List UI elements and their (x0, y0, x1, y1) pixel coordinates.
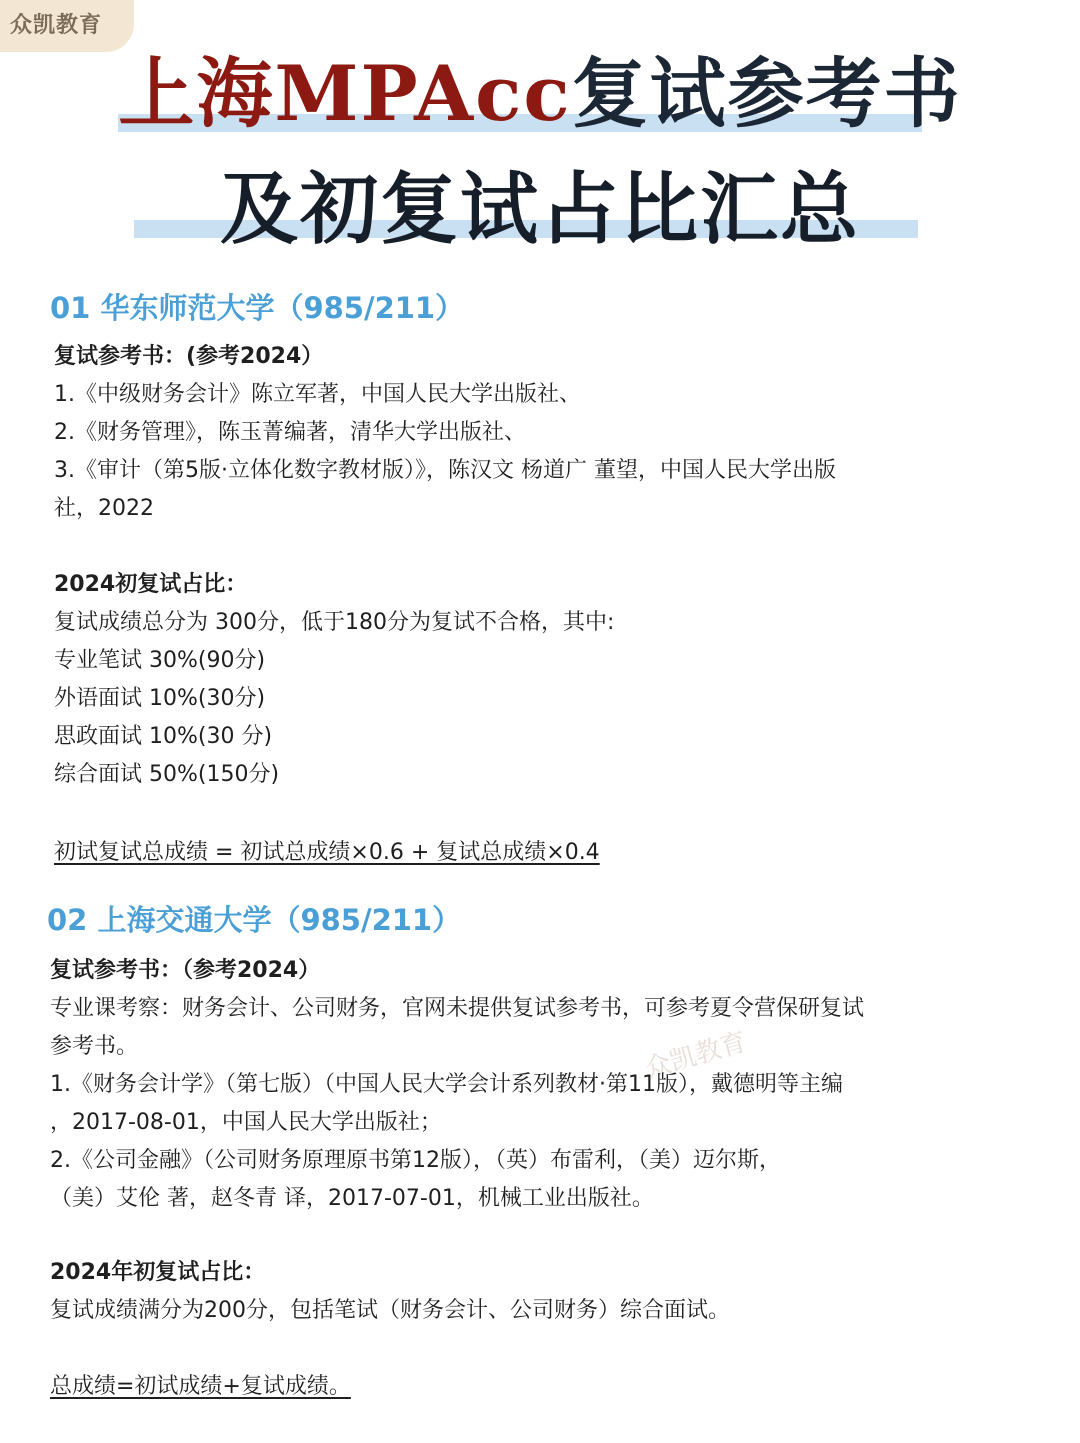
section-1-ratio-line: 专业笔试 30%(90分) (54, 648, 266, 673)
section-1-ratio-title: 2024初复试占比： (54, 572, 248, 597)
section-1-books-title: 复试参考书：(参考2024） (54, 344, 324, 369)
section-1-ratio-line: 综合面试 50%(150分) (54, 762, 280, 787)
section-2-book-line: 1.《财务会计学》（第七版）（中国人民大学会计系列教材·第11版），戴德明等主编 (50, 1072, 843, 1097)
title-line-1-text (118, 49, 961, 138)
section-2-formula: 总成绩=初试成绩+复试成绩。 (50, 1374, 351, 1399)
section-1-ratio-line: 外语面试 10%(30分) (54, 686, 266, 711)
brand-label: 众凯教育 (10, 13, 103, 38)
section-2-book-line: ，2017-08-01，中国人民大学出版社； (50, 1110, 442, 1135)
section-2-ratio-line: 复试成绩满分为200分，包括笔试（财务会计、公司财务）综合面试。 (50, 1298, 730, 1323)
watermark: 众凯教育 (641, 1027, 750, 1085)
section-1-book-line: 2.《财务管理》，陈玉菁编著，清华大学出版社、 (54, 420, 526, 445)
section-1-ratio-line: 思政面试 10%(30 分) (54, 724, 273, 749)
section-1-ratio-line: 复试成绩总分为 300分，低于180分为复试不合格，其中: (54, 610, 615, 635)
section-1-book-line: 3.《审计（第5版·立体化数字教材版）》，陈汉文 杨道广 董望，中国人民大学出版 (54, 458, 836, 483)
section-2-book-line: 专业课考察：财务会计、公司财务，官网未提供复试参考书，可参考夏令营保研复试 (50, 996, 865, 1021)
section-2-books-title: 复试参考书：（参考2024） (50, 958, 321, 983)
title-line-2-text: 及初复试占比汇总 (219, 164, 860, 255)
brand-tag (0, 0, 134, 52)
section-1-book-line: 1.《中级财务会计》陈立军著，中国人民大学出版社、 (54, 382, 581, 407)
section-1-book-line: 社，2022 (54, 496, 154, 521)
section-1-heading: 01 华东师范大学（985/211） (50, 291, 465, 325)
section-2-book-line: 2.《公司金融》（公司财务原理原书第12版），（英）布雷利，（美）迈尔斯， (50, 1148, 781, 1173)
section-1-formula: 初试复试总成绩 = 初试总成绩×0.6 + 复试总成绩×0.4 (54, 840, 600, 865)
title-line-1-part-b: 复试参考书 (571, 49, 962, 138)
section-2-book-line: （美）艾伦 著，赵冬青 译，2017-07-01，机械工业出版社。 (50, 1186, 654, 1211)
page-title-line-1 (0, 48, 1080, 140)
section-2-heading: 02 上海交通大学（985/211） (47, 903, 462, 937)
section-2-book-line: 参考书。 (50, 1034, 139, 1059)
page-title-line-2 (0, 164, 1080, 256)
section-2-ratio-title: 2024年初复试占比： (50, 1260, 266, 1285)
title-line-1-part-a: 上海MPAcc (118, 49, 572, 138)
